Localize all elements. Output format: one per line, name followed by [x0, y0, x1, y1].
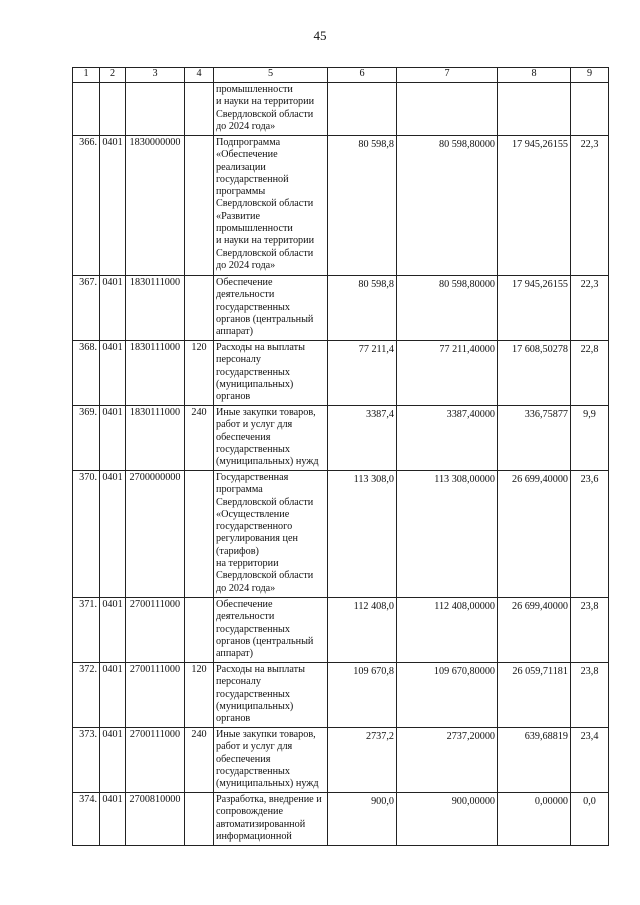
executed-amount: 639,68819 [498, 728, 571, 793]
item-name: Расходы на выплаты персоналу государственных (муниципальных) органов [214, 341, 328, 406]
target-code [126, 83, 185, 136]
limit-amount: 109 670,80000 [397, 663, 498, 728]
page-number: 45 [313, 28, 327, 43]
expense-type [185, 471, 214, 598]
column-header: 6 [328, 68, 397, 83]
section-code [100, 83, 126, 136]
plan-amount: 900,0 [328, 793, 397, 846]
section-code: 0401 [100, 663, 126, 728]
expense-type: 120 [185, 341, 214, 406]
limit-amount: 80 598,80000 [397, 136, 498, 276]
column-header: 2 [100, 68, 126, 83]
target-code: 1830111000 [126, 341, 185, 406]
executed-amount: 26 059,71181 [498, 663, 571, 728]
target-code: 2700111000 [126, 728, 185, 793]
row-number: 374. [73, 793, 100, 846]
plan-amount: 3387,4 [328, 406, 397, 471]
table-row [73, 598, 609, 663]
limit-amount: 113 308,00000 [397, 471, 498, 598]
section-code: 0401 [100, 406, 126, 471]
column-header: 7 [397, 68, 498, 83]
table-row [73, 276, 609, 341]
expense-type [185, 83, 214, 136]
plan-amount [328, 83, 397, 136]
limit-amount: 2737,20000 [397, 728, 498, 793]
section-code: 0401 [100, 471, 126, 598]
executed-amount: 17 945,26155 [498, 136, 571, 276]
column-header: 8 [498, 68, 571, 83]
target-code: 2700810000 [126, 793, 185, 846]
row-number: 367. [73, 276, 100, 341]
expense-type: 120 [185, 663, 214, 728]
column-header: 4 [185, 68, 214, 83]
row-number: 372. [73, 663, 100, 728]
budget-table [72, 67, 609, 846]
item-name: Государственная программа Свердловской области «Осуществление государственного регулирования цен (тарифов) на территории Свердловской области до 2024 года» [214, 471, 328, 598]
execution-percent: 23,6 [571, 471, 609, 598]
item-name: Иные закупки товаров, работ и услуг для обеспечения государственных (муниципальных) нужд [214, 406, 328, 471]
executed-amount: 0,00000 [498, 793, 571, 846]
expense-type: 240 [185, 406, 214, 471]
execution-percent: 0,0 [571, 793, 609, 846]
limit-amount: 3387,40000 [397, 406, 498, 471]
row-number: 369. [73, 406, 100, 471]
expense-type: 240 [185, 728, 214, 793]
plan-amount: 2737,2 [328, 728, 397, 793]
plan-amount: 112 408,0 [328, 598, 397, 663]
section-code: 0401 [100, 276, 126, 341]
item-name: Расходы на выплаты персоналу государственных (муниципальных) органов [214, 663, 328, 728]
execution-percent: 22,3 [571, 136, 609, 276]
item-name: промышленности и науки на территории Свердловской области до 2024 года» [214, 83, 328, 136]
table-row [73, 471, 609, 598]
plan-amount: 113 308,0 [328, 471, 397, 598]
execution-percent: 23,8 [571, 598, 609, 663]
plan-amount: 77 211,4 [328, 341, 397, 406]
section-code: 0401 [100, 728, 126, 793]
execution-percent: 22,3 [571, 276, 609, 341]
limit-amount: 77 211,40000 [397, 341, 498, 406]
target-code: 1830000000 [126, 136, 185, 276]
executed-amount: 26 699,40000 [498, 471, 571, 598]
expense-type [185, 136, 214, 276]
executed-amount: 17 945,26155 [498, 276, 571, 341]
column-header: 5 [214, 68, 328, 83]
expense-type [185, 598, 214, 663]
execution-percent: 23,8 [571, 663, 609, 728]
execution-percent: 9,9 [571, 406, 609, 471]
table-row [73, 341, 609, 406]
table-row [73, 793, 609, 846]
table-row [73, 83, 609, 136]
plan-amount: 109 670,8 [328, 663, 397, 728]
table-row [73, 406, 609, 471]
plan-amount: 80 598,8 [328, 276, 397, 341]
limit-amount: 80 598,80000 [397, 276, 498, 341]
limit-amount: 900,00000 [397, 793, 498, 846]
table-row [73, 663, 609, 728]
item-name: Обеспечение деятельности государственных органов (центральный аппарат) [214, 598, 328, 663]
expense-type [185, 793, 214, 846]
target-code: 1830111000 [126, 406, 185, 471]
item-name: Разработка, внедрение и сопровождение автоматизированной информационной [214, 793, 328, 846]
section-code: 0401 [100, 341, 126, 406]
row-number [73, 83, 100, 136]
execution-percent: 23,4 [571, 728, 609, 793]
executed-amount: 26 699,40000 [498, 598, 571, 663]
limit-amount: 112 408,00000 [397, 598, 498, 663]
target-code: 2700000000 [126, 471, 185, 598]
execution-percent [571, 83, 609, 136]
section-code: 0401 [100, 598, 126, 663]
expense-type [185, 276, 214, 341]
target-code: 1830111000 [126, 276, 185, 341]
executed-amount: 336,75877 [498, 406, 571, 471]
column-header: 3 [126, 68, 185, 83]
table-row [73, 728, 609, 793]
plan-amount: 80 598,8 [328, 136, 397, 276]
row-number: 368. [73, 341, 100, 406]
item-name: Подпрограмма «Обеспечение реализации государственной программы Свердловской области «Развитие промышленности и науки на территории Свердловской области до 2024 года» [214, 136, 328, 276]
row-number: 371. [73, 598, 100, 663]
target-code: 2700111000 [126, 663, 185, 728]
executed-amount: 17 608,50278 [498, 341, 571, 406]
column-header: 1 [73, 68, 100, 83]
row-number: 366. [73, 136, 100, 276]
header-row [73, 68, 609, 83]
target-code: 2700111000 [126, 598, 185, 663]
section-code: 0401 [100, 793, 126, 846]
row-number: 370. [73, 471, 100, 598]
row-number: 373. [73, 728, 100, 793]
item-name: Обеспечение деятельности государственных органов (центральный аппарат) [214, 276, 328, 341]
section-code: 0401 [100, 136, 126, 276]
limit-amount [397, 83, 498, 136]
execution-percent: 22,8 [571, 341, 609, 406]
table-row [73, 136, 609, 276]
executed-amount [498, 83, 571, 136]
column-header: 9 [571, 68, 609, 83]
item-name: Иные закупки товаров, работ и услуг для обеспечения государственных (муниципальных) нужд [214, 728, 328, 793]
